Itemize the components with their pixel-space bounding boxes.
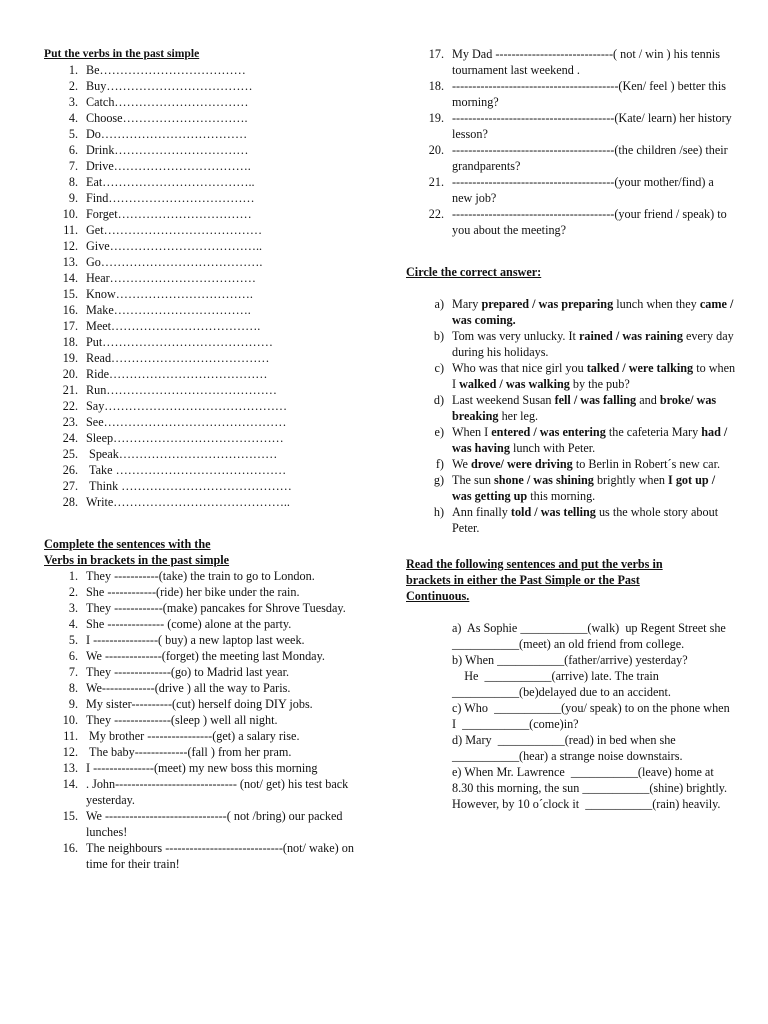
item-text: Know……………………………. (86, 287, 253, 301)
answer-letter: e) (434, 425, 444, 439)
list-item (44, 190, 364, 206)
item-number: 10. (62, 207, 78, 221)
item-text: See……………………………………… (86, 415, 287, 429)
answer-fragment: to when I (452, 361, 739, 391)
item-number: 1. (68, 569, 78, 583)
list-item (44, 760, 364, 776)
item-text: The neighbours -----------------------------(not/ wake) on time for their train! (86, 841, 358, 871)
answer-fragment: Tom was very unlucky. It (452, 329, 579, 343)
item-text: I ----------------( buy) a new laptop last week. (86, 633, 305, 647)
section4-heading-line1: Read the following sentences and put the verbs in (406, 557, 663, 571)
answer-fragment: lunch with Peter. (509, 441, 596, 455)
item-text: . John------------------------------ (not/ get) his test back yesterday. (86, 777, 352, 807)
answer-option: broke/ was breaking (452, 393, 720, 423)
item-text: -----------------------------------------(Ken/ feel ) better this morning? (452, 79, 730, 109)
item-number: 18. (428, 79, 444, 93)
list-item (44, 222, 364, 238)
list-item (44, 382, 364, 398)
list-item (44, 62, 364, 78)
answer-fragment: to Berlin in Robert´s new car. (572, 457, 720, 471)
list-item (44, 632, 364, 648)
list-item (44, 398, 364, 414)
answer-option: had / was having (452, 425, 731, 455)
item-text: Hear……………………………… (86, 271, 256, 285)
list-item (44, 270, 364, 286)
item-number: 20. (62, 367, 78, 381)
item-number: 17. (428, 47, 444, 61)
answer-fragment: by the pub? (569, 377, 630, 391)
item-number: 16. (62, 841, 78, 855)
exercise-line: d) Mary ___________(read) in bed when she ___________(hear) a strange noise downstairs. (452, 733, 683, 763)
complete-sentences-list-continued (406, 46, 736, 238)
list-item (44, 462, 364, 478)
answer-option: shone / was shining (493, 473, 594, 487)
exercise-line: c) Who ___________(you/ speak) to on the phone when I ___________(come)in? (452, 701, 733, 731)
exercise-line: b) When ___________(father/arrive) yesterday? (452, 653, 688, 667)
section2-heading-line1: Complete the sentences with the (44, 537, 211, 551)
answer-text (452, 456, 736, 472)
answer-letter: b) (433, 329, 444, 343)
list-item (44, 478, 364, 494)
answer-item (406, 424, 736, 456)
item-number: 27. (62, 479, 78, 493)
item-number: 5. (68, 127, 78, 141)
answer-text (452, 424, 736, 456)
item-text: Catch…………………………… (86, 95, 249, 109)
item-text: They --------------(go) to Madrid last year. (86, 665, 290, 679)
item-text: She -------------- (come) alone at the party. (86, 617, 292, 631)
list-item (44, 366, 364, 382)
answer-fragment: us the whole story about Peter. (452, 505, 722, 535)
answer-fragment: this morning. (527, 489, 596, 503)
answer-fragment: the cafeteria Mary (605, 425, 702, 439)
item-text: ----------------------------------------(your mother/find) a new job? (452, 175, 717, 205)
item-number: 15. (62, 287, 78, 301)
item-text: Drive……………………………. (86, 159, 251, 173)
item-number: 13. (62, 255, 78, 269)
item-text: ----------------------------------------(Kate/ learn) her history lesson? (452, 111, 735, 141)
item-number: 4. (68, 617, 78, 631)
item-number: 24. (62, 431, 78, 445)
answer-option: entered / was entering (491, 425, 606, 439)
list-item (44, 414, 364, 430)
item-text: Be……………………………… (86, 63, 246, 77)
answer-fragment: and (636, 393, 660, 407)
answer-text (452, 392, 736, 424)
list-item (44, 286, 364, 302)
item-text: Run…………………………………… (86, 383, 277, 397)
answer-option: told / was telling (510, 505, 596, 519)
list-item (44, 110, 364, 126)
item-text: Do……………………………… (86, 127, 248, 141)
answer-letter: a) (434, 297, 444, 311)
item-number: 19. (62, 351, 78, 365)
section3-heading: Circle the correct answer: (406, 265, 542, 279)
answer-item (406, 328, 736, 360)
item-number: 6. (68, 143, 78, 157)
answer-fragment: The sun (452, 473, 494, 487)
answer-option: fell / was falling (554, 393, 637, 407)
answer-fragment: every day during his holidays. (452, 329, 737, 359)
item-text: Speak………………………………… (86, 447, 278, 461)
list-item (44, 494, 364, 510)
item-number: 11. (63, 223, 78, 237)
list-item (44, 126, 364, 142)
list-item (44, 446, 364, 462)
item-number: 2. (68, 585, 78, 599)
item-number: 17. (62, 319, 78, 333)
item-number: 4. (68, 111, 78, 125)
answer-item (406, 360, 739, 392)
list-item (44, 712, 364, 728)
list-item (44, 808, 364, 840)
answer-option: rained / was raining (578, 329, 683, 343)
item-text: Eat……………………………….. (86, 175, 255, 189)
list-item (406, 174, 736, 206)
list-item (44, 600, 364, 616)
list-item (406, 206, 736, 238)
item-text: Put…………………………………… (86, 335, 273, 349)
item-number: 5. (68, 633, 78, 647)
list-item (44, 206, 364, 222)
right-column (406, 0, 739, 812)
item-number: 14. (62, 271, 78, 285)
item-number: 14. (62, 777, 78, 791)
item-text: They -----------(take) the train to go to London. (86, 569, 315, 583)
answer-option: came / was coming. (452, 297, 737, 327)
answer-letter: g) (433, 473, 444, 487)
item-text: My Dad -----------------------------( not / win ) his tennis tournament last weekend . (452, 47, 724, 77)
item-number: 7. (68, 159, 78, 173)
item-number: 23. (62, 415, 78, 429)
item-number: 25. (62, 447, 78, 461)
item-text: Give……………………………….. (86, 239, 263, 253)
item-number: 22. (428, 207, 444, 221)
list-item (44, 350, 364, 366)
answer-option: I got up / was getting up (452, 473, 719, 503)
list-item (44, 648, 364, 664)
item-number: 21. (428, 175, 444, 189)
item-number: 3. (68, 601, 78, 615)
list-item (44, 584, 364, 600)
item-text: Ride………………………………… (86, 367, 268, 381)
list-item (44, 302, 364, 318)
item-text: We --------------(forget) the meeting last Monday. (86, 649, 325, 663)
item-text: Write…………………………………….. (86, 495, 290, 509)
item-text: Make……………………………. (86, 303, 251, 317)
exercise-line: He ___________(arrive) late. The train ___________(be)delayed due to an accident. (452, 669, 671, 699)
item-number: 28. (62, 495, 78, 509)
answer-option: talked / were talking (586, 361, 694, 375)
answer-text (452, 296, 736, 328)
item-text: Say……………………………………… (86, 399, 288, 413)
list-item (44, 254, 364, 270)
answer-fragment: Last weekend Susan (452, 393, 555, 407)
list-item (44, 78, 364, 94)
answer-letter: f) (435, 457, 444, 471)
section2-heading-line2: Verbs in brackets in the past simple (44, 553, 230, 567)
item-number: 9. (68, 697, 78, 711)
answer-text (452, 328, 736, 360)
answer-option: drove/ were driving (470, 457, 573, 471)
item-text: They --------------(sleep ) well all night. (86, 713, 278, 727)
item-text: Drink…………………………… (86, 143, 249, 157)
list-item (44, 142, 364, 158)
item-number: 18. (62, 335, 78, 349)
answer-letter: h) (433, 505, 444, 519)
answer-letter: d) (433, 393, 444, 407)
item-text: She ------------(ride) her bike under the rain. (86, 585, 300, 599)
left-column (44, 0, 364, 872)
list-item (406, 142, 736, 174)
item-text: Get………………………………… (86, 223, 263, 237)
item-number: 8. (68, 681, 78, 695)
item-number: 22. (62, 399, 78, 413)
list-item (44, 664, 364, 680)
list-item (44, 744, 364, 760)
answer-fragment: Who was that nice girl you (452, 361, 587, 375)
item-number: 7. (68, 665, 78, 679)
answer-item (406, 296, 736, 328)
list-item (406, 78, 736, 110)
complete-sentences-list (44, 568, 364, 872)
item-number: 26. (62, 463, 78, 477)
item-number: 3. (68, 95, 78, 109)
item-number: 10. (62, 713, 78, 727)
item-text: Sleep…………………………………… (86, 431, 284, 445)
list-item (44, 174, 364, 190)
list-item (406, 46, 736, 78)
item-text: Meet………………………………. (86, 319, 261, 333)
list-item (44, 616, 364, 632)
section4-heading-line2: brackets in either the Past Simple or the Past (406, 573, 640, 587)
item-text: Buy……………………………… (86, 79, 253, 93)
item-text: Go…………………………………. (86, 255, 263, 269)
answer-fragment: When I (452, 425, 492, 439)
list-item (44, 840, 364, 872)
answer-item (406, 392, 736, 424)
item-number: 11. (63, 729, 78, 743)
item-text: Think …………………………………… (86, 479, 292, 493)
list-item (44, 728, 364, 744)
item-text: Read………………………………… (86, 351, 270, 365)
item-text: My brother ----------------(get) a salary rise. (86, 729, 300, 743)
answer-option: prepared / was preparing (481, 297, 614, 311)
answer-fragment: Mary (452, 297, 482, 311)
section1-heading: Put the verbs in the past simple (44, 47, 200, 60)
item-text: Forget…………………………… (86, 207, 252, 221)
answer-text (452, 360, 739, 392)
list-item (44, 776, 364, 808)
list-item (44, 696, 364, 712)
item-number: 12. (62, 239, 78, 253)
item-number: 19. (428, 111, 444, 125)
list-item (44, 680, 364, 696)
item-number: 21. (62, 383, 78, 397)
item-number: 2. (68, 79, 78, 93)
item-text: ----------------------------------------(your friend / speak) to you about the meeting? (452, 207, 730, 237)
item-text: They ------------(make) pancakes for Shrove Tuesday. (86, 601, 346, 615)
list-item (44, 94, 364, 110)
answer-item (406, 504, 736, 536)
item-text: We-------------(drive ) all the way to Paris. (86, 681, 291, 695)
answer-fragment: her leg. (498, 409, 539, 423)
item-text: We ------------------------------( not /bring) our packed lunches! (86, 809, 346, 839)
item-number: 9. (68, 191, 78, 205)
answer-fragment: brightly when (593, 473, 669, 487)
answer-letter: c) (434, 361, 444, 375)
item-text: Find……………………………… (86, 191, 255, 205)
item-text: Choose…………………………. (86, 111, 248, 125)
item-number: 1. (68, 63, 78, 77)
answer-item (406, 472, 736, 504)
exercise-line: a) As Sophie ___________(walk) up Regent Street she ___________(meet) an old friend from college. (452, 621, 732, 651)
item-number: 20. (428, 143, 444, 157)
item-text: The baby-------------(fall ) from her pram. (86, 745, 292, 759)
item-text: My sister----------(cut) herself doing DIY jobs. (86, 697, 313, 711)
answer-fragment: lunch when they (613, 297, 700, 311)
item-number: 13. (62, 761, 78, 775)
item-number: 12. (62, 745, 78, 759)
list-item (44, 568, 364, 584)
answer-text (452, 472, 736, 504)
list-item (44, 334, 364, 350)
answer-text (452, 504, 736, 536)
list-item (44, 430, 364, 446)
list-item (44, 318, 364, 334)
answer-fragment: Ann finally (452, 505, 511, 519)
list-item (44, 238, 364, 254)
exercise-line: e) When Mr. Lawrence ___________(leave) home at 8.30 this morning, the sun ___________(shine) brightly. However, by 10 o´clock it ___________(rain) heavily. (452, 765, 731, 811)
item-number: 8. (68, 175, 78, 189)
answer-item (406, 456, 736, 472)
item-text: ----------------------------------------(the children /see) their grandparents? (452, 143, 731, 173)
item-text: I ---------------(meet) my new boss this morning (86, 761, 318, 775)
past-simple-continuous-exercise (406, 620, 736, 812)
past-simple-verb-list (44, 62, 364, 510)
answer-fragment: We (452, 457, 471, 471)
list-item (44, 158, 364, 174)
answer-option: walked / was walking (459, 377, 570, 391)
item-number: 16. (62, 303, 78, 317)
item-text: Take …………………………………… (86, 463, 287, 477)
list-item (406, 110, 736, 142)
circle-answer-list (406, 296, 739, 536)
item-number: 15. (62, 809, 78, 823)
item-number: 6. (68, 649, 78, 663)
section4-heading-line3: Continuous. (406, 589, 470, 603)
